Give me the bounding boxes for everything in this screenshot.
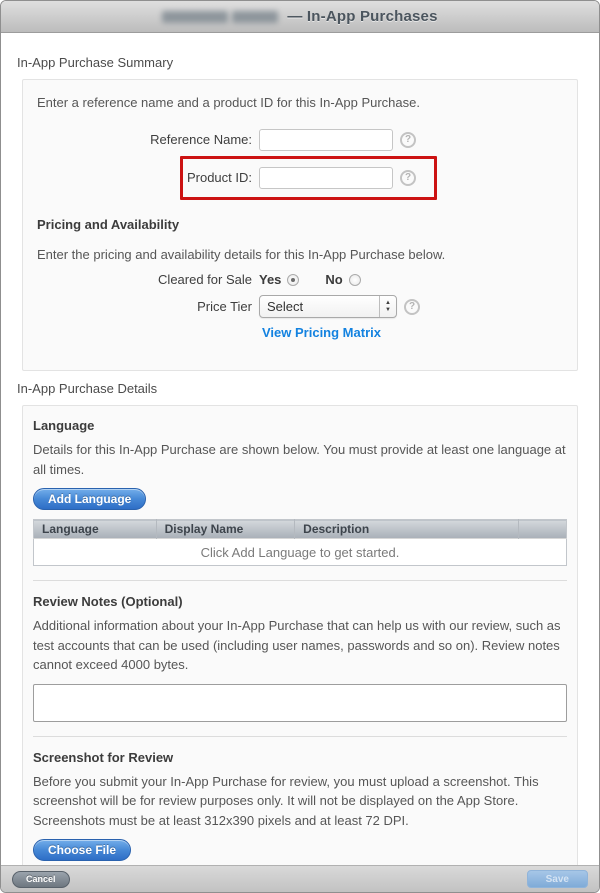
details-section-heading: In-App Purchase Details (17, 381, 158, 396)
select-stepper-icon (379, 296, 396, 317)
price-tier-select[interactable] (259, 295, 397, 318)
price-tier-label: Price Tier (197, 299, 252, 314)
dialog-footer (1, 865, 599, 892)
reference-name-label: Reference Name: (150, 132, 252, 147)
column-header-description: Description (295, 520, 519, 539)
language-table-header-row (34, 520, 567, 539)
price-tier-row (37, 295, 563, 318)
cleared-for-sale-label: Cleared for Sale (158, 272, 252, 287)
pricing-heading: Pricing and Availability (37, 216, 180, 232)
language-table-empty-message: Click Add Language to get started. (34, 539, 567, 566)
price-tier-value: Select (267, 299, 304, 314)
language-heading: Language (33, 418, 95, 433)
choose-file-button[interactable]: Choose File (33, 839, 131, 861)
help-icon[interactable]: ? (400, 170, 416, 186)
cleared-for-sale-row (37, 272, 563, 287)
language-intro: Details for this In-App Purchase are shown below. You must provide at least one language at all times. (33, 442, 566, 477)
screenshot-heading: Screenshot for Review (33, 749, 174, 765)
column-header-display-name: Display Name (156, 520, 295, 539)
save-button[interactable]: Save (527, 870, 588, 888)
summary-section-heading: In-App Purchase Summary (17, 55, 174, 70)
review-notes-intro: Additional information about your In-App Purchase that can help us with our review, such as test accounts that can be used (including user names, passwords and so on). Review notes cannot exceed 4000 bytes. (33, 618, 561, 672)
review-notes-heading: Review Notes (Optional) (33, 594, 183, 609)
cleared-no-radio[interactable] (349, 274, 361, 286)
view-pricing-matrix-link[interactable]: View Pricing Matrix (262, 325, 381, 340)
pricing-link-row (37, 324, 563, 342)
help-icon[interactable]: ? (400, 132, 416, 148)
add-language-button[interactable]: Add Language (33, 488, 146, 510)
cancel-button[interactable]: Cancel (12, 871, 70, 888)
product-id-label: Product ID: (186, 170, 252, 185)
redacted-app-name (232, 11, 278, 23)
dialog-title: — In-App Purchases (287, 8, 438, 25)
pricing-intro: Enter the pricing and availability details for this In-App Purchase below. (37, 246, 446, 262)
reference-name-row (37, 129, 563, 151)
cleared-yes-label: Yes (259, 272, 282, 287)
cleared-no-label: No (325, 272, 343, 287)
review-notes-textarea[interactable] (33, 684, 567, 722)
product-id-row (37, 167, 563, 189)
language-table (33, 519, 567, 566)
divider (33, 580, 567, 581)
summary-intro: Enter a reference name and a product ID for this In-App Purchase. (37, 95, 420, 110)
language-table-empty-row (34, 539, 567, 566)
dialog-body (1, 33, 599, 865)
column-header-actions (519, 520, 567, 539)
screenshot-intro: Before you submit your In-App Purchase for review, you must upload a screenshot. This screenshot will be for review purposes only. It will not be displayed on the App Store. Screenshots must be at least 312x390 pixels and at least 72 DPI. (33, 773, 539, 828)
reference-name-input[interactable] (259, 129, 393, 151)
help-icon[interactable]: ? (404, 299, 420, 315)
stepper-up-icon: ▲ (385, 299, 391, 306)
column-header-language: Language (34, 520, 157, 539)
redacted-app-name (162, 11, 228, 23)
divider (33, 736, 567, 737)
summary-section-box (22, 79, 578, 371)
stepper-down-icon: ▼ (385, 306, 391, 313)
product-id-input[interactable] (259, 167, 393, 189)
cleared-yes-radio[interactable] (287, 274, 299, 286)
dialog-titlebar (1, 1, 599, 33)
details-section-box (22, 405, 578, 865)
